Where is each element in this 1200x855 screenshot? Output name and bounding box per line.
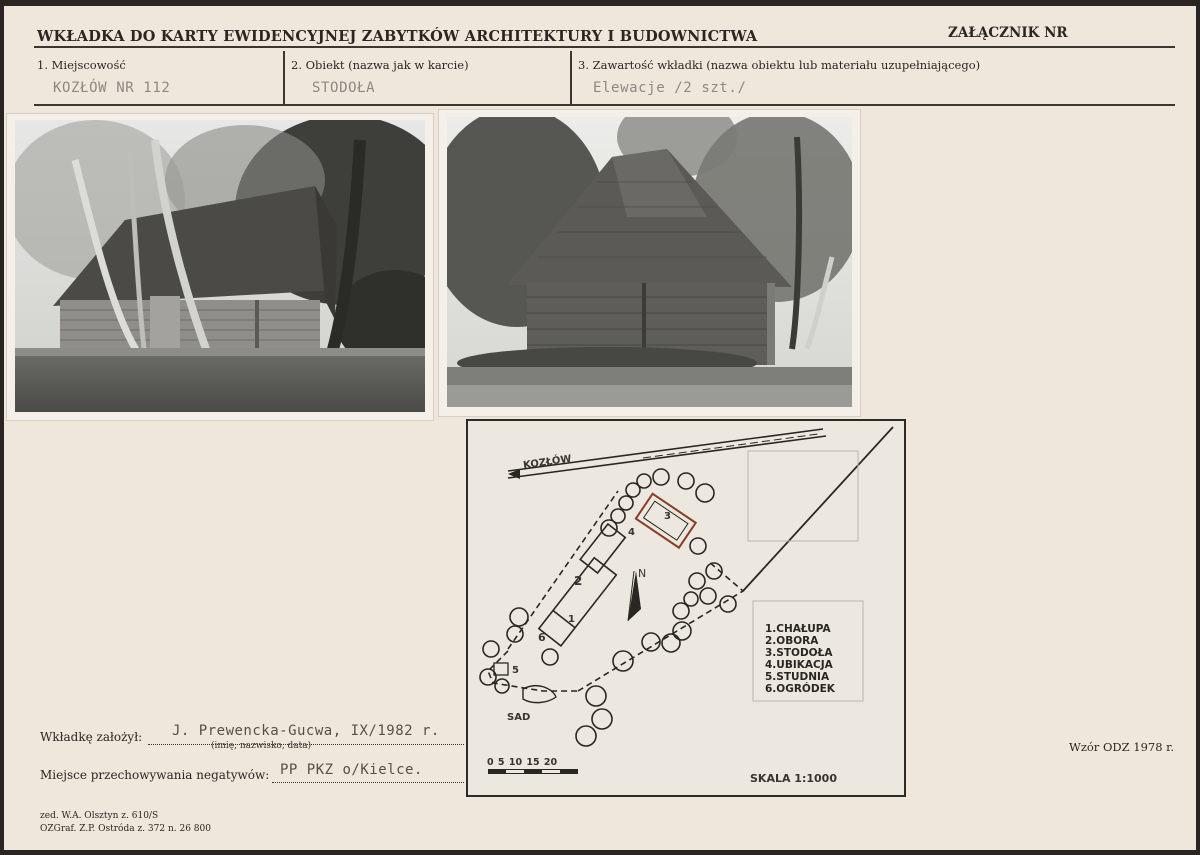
scale-numbers: 0 5 10 15 20: [487, 757, 558, 768]
record-card: [4, 6, 1196, 850]
legend-item: 3.STODOŁA: [765, 647, 833, 659]
plan-number-1: 1: [568, 614, 575, 625]
plan-number-2: 2: [574, 574, 583, 588]
imprint-line-2: OZGraf. Z.P. Ostróda z. 372 n. 26 800: [40, 824, 211, 834]
scale-text: SKALA 1:1000: [750, 772, 837, 785]
plan-number-3: 3: [664, 511, 671, 522]
legend-item: 1.CHAŁUPA: [765, 623, 831, 635]
plan-legend: [765, 623, 835, 695]
legend-item: 4.UBIKACJA: [765, 659, 833, 671]
locality-value: KOZŁÓW NR 112: [53, 80, 171, 96]
site-plan: [466, 419, 906, 797]
legend-item: 5.STUDNIA: [765, 671, 830, 683]
photo-barn-view-1: [7, 114, 433, 420]
legend-item: 2.OBORA: [765, 635, 819, 647]
imprint-line-1: zed. W.A. Olsztyn z. 610/S: [40, 811, 159, 821]
plan-number-4: 4: [628, 527, 635, 538]
annex-label: ZAŁĄCZNIK NR: [948, 25, 1068, 41]
imprint: [40, 810, 211, 836]
model-label: Wzór ODZ 1978 r.: [1069, 740, 1175, 754]
founded-label: Wkładkę założył:: [40, 730, 143, 744]
plan-number-6: 6: [538, 631, 546, 644]
card-title: WKŁADKA DO KARTY EWIDENCYJNEJ ZABYTKÓW ARCHITEKTURY I BUDOWNICTWA: [37, 28, 758, 45]
field-divider-2: [570, 51, 572, 105]
content-value: Elewacje /2 szt./: [593, 80, 747, 96]
legend-item: 6.OGRÓDEK: [765, 683, 835, 695]
field-divider-1: [283, 51, 285, 105]
photo-barn-view-2: [439, 110, 860, 416]
negatives-value: PP PKZ o/Kielce.: [280, 762, 423, 778]
content-label: 3. Zawartość wkładki (nazwa obiektu lub materiału uzupełniającego): [578, 58, 981, 72]
negatives-line: [272, 782, 464, 783]
fields-rule: [34, 104, 1175, 106]
object-label: 2. Obiekt (nazwa jak w karcie): [291, 58, 469, 72]
founded-hint: (imię, nazwisko, data): [211, 741, 312, 751]
orchard-label: SAD: [507, 712, 531, 723]
plan-number-5: 5: [512, 665, 519, 676]
north-label: N: [638, 567, 647, 580]
negatives-label: Miejsce przechowywania negatywów:: [40, 768, 270, 782]
locality-label: 1. Miejscowość: [37, 58, 126, 72]
road-label: KOZŁÓW: [522, 453, 573, 472]
object-value: STODOŁA: [312, 80, 376, 96]
header-rule: [34, 46, 1175, 48]
founded-value: J. Prewencka-Gucwa, IX/1982 r.: [172, 723, 440, 739]
